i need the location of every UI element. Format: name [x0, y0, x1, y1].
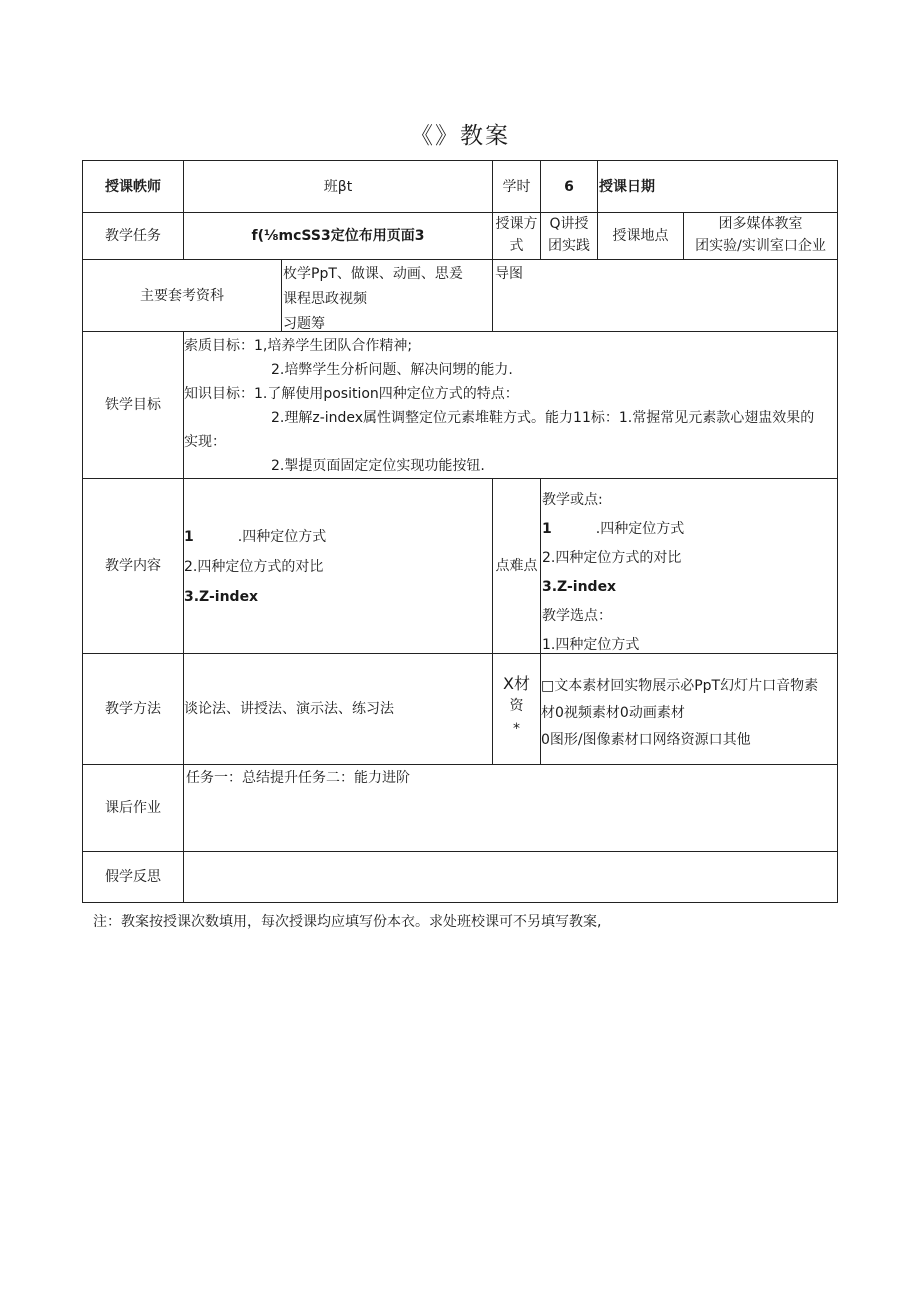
key-point-line: 教学或点: — [542, 492, 603, 508]
key-point-line: .四种定位方式 — [595, 521, 685, 537]
footnote: 注：教案按授课次数填用，每次授课均应填写份本衣。求处班校课可不另填写教案, — [93, 914, 602, 930]
place-label: 授课地点 — [612, 228, 669, 244]
reference-line: 课程思政视频 — [283, 291, 367, 307]
objective-line: 索质目标：1,培养学生团队合作精神; — [184, 338, 413, 354]
content-item: 3.Z-index — [184, 589, 259, 605]
key-point-line: 2.四种定位方式的对比 — [542, 550, 682, 566]
key-point-line: 3.Z-index — [542, 579, 617, 595]
hours-value: 6 — [564, 178, 574, 195]
content-item: 2.四种定位方式的对比 — [184, 559, 324, 575]
content-list — [184, 522, 492, 612]
key-point-number: 1 — [542, 521, 552, 537]
task-label: 教学任务 — [105, 228, 161, 244]
method-value-line-2: 团实践 — [548, 238, 590, 254]
method-label-line-2: 式 — [509, 238, 524, 254]
place-value — [684, 213, 837, 259]
task-value: f(⅛mcSS3定位布用页面3 — [251, 228, 425, 244]
reference-value — [283, 262, 491, 331]
resource-line: □文本素材回实物展示必PpT幻灯片口音物素 — [541, 678, 819, 694]
content-label: 教学内容 — [105, 558, 161, 574]
reference-label: 主要套考资科 — [140, 287, 224, 304]
key-points-content — [542, 486, 837, 652]
method-section-label: 教学方法 — [105, 701, 161, 717]
objectives-content — [184, 334, 837, 478]
resources-content — [541, 673, 837, 763]
reference-extra: 导图 — [495, 266, 523, 282]
reflection-value — [184, 852, 837, 902]
place-value-line-2: 团实验/实训室口企业 — [695, 238, 826, 254]
date-label: 授课日期 — [599, 178, 655, 195]
objective-line: 2.理解z-index属性调整定位元素堆鞋方式。能力11标：1.常握常见元素款心翅盅效果的 — [271, 410, 815, 426]
class-label: 班βt — [323, 178, 353, 195]
resources-label — [493, 672, 540, 752]
reference-line: 枚学PpT、做课、动画、思爰 — [283, 266, 463, 282]
key-point-line: 教学选点： — [542, 608, 612, 624]
resources-label-line-1: X材 — [503, 674, 530, 693]
teaching-methods: 谈论法、讲授法、演示法、练习法 — [184, 701, 394, 717]
objective-line: 2.掣提页面固定定位实现功能按钮. — [271, 458, 485, 474]
method-value-line-1: Q讲授 — [549, 216, 589, 232]
hours-label: 学时 — [502, 178, 531, 195]
key-points-label: 点难点 — [495, 558, 538, 574]
homework-label: 课后作业 — [105, 800, 161, 816]
resources-label-line-2: 资 — [509, 698, 524, 714]
method-label — [493, 213, 540, 259]
resource-line: 材0视频素材0动画素材 — [541, 705, 685, 721]
content-item: .四种定位方式 — [237, 529, 327, 545]
place-value-line-1: 团多媒体教室 — [718, 216, 803, 232]
homework-value: 任务一：总结提升任务二：能力进阶 — [186, 770, 410, 786]
resource-line: 0图形/图像素材口网络资源口其他 — [541, 732, 751, 748]
objectives-label: 铁学目标 — [105, 397, 161, 413]
content-item-number: 1 — [184, 529, 194, 545]
objective-line: 实现： — [184, 434, 226, 450]
reflection-label: 假学反思 — [105, 869, 161, 885]
objective-line: 知识目标：1.了解使用position四种定位方式的特点： — [184, 386, 519, 402]
reference-line: 习题筹 — [283, 316, 325, 331]
method-value — [541, 213, 597, 259]
document-title: 《》教案 — [410, 123, 510, 149]
resources-label-line-3: * — [513, 721, 520, 737]
teacher-label: 授课帙师 — [105, 178, 161, 195]
method-label-line-1: 授课方 — [495, 216, 538, 232]
key-point-line: 1.四种定位方式 — [542, 637, 640, 652]
objective-line: 2.培弊学生分析问题、解决问甥的能力. — [271, 362, 513, 378]
